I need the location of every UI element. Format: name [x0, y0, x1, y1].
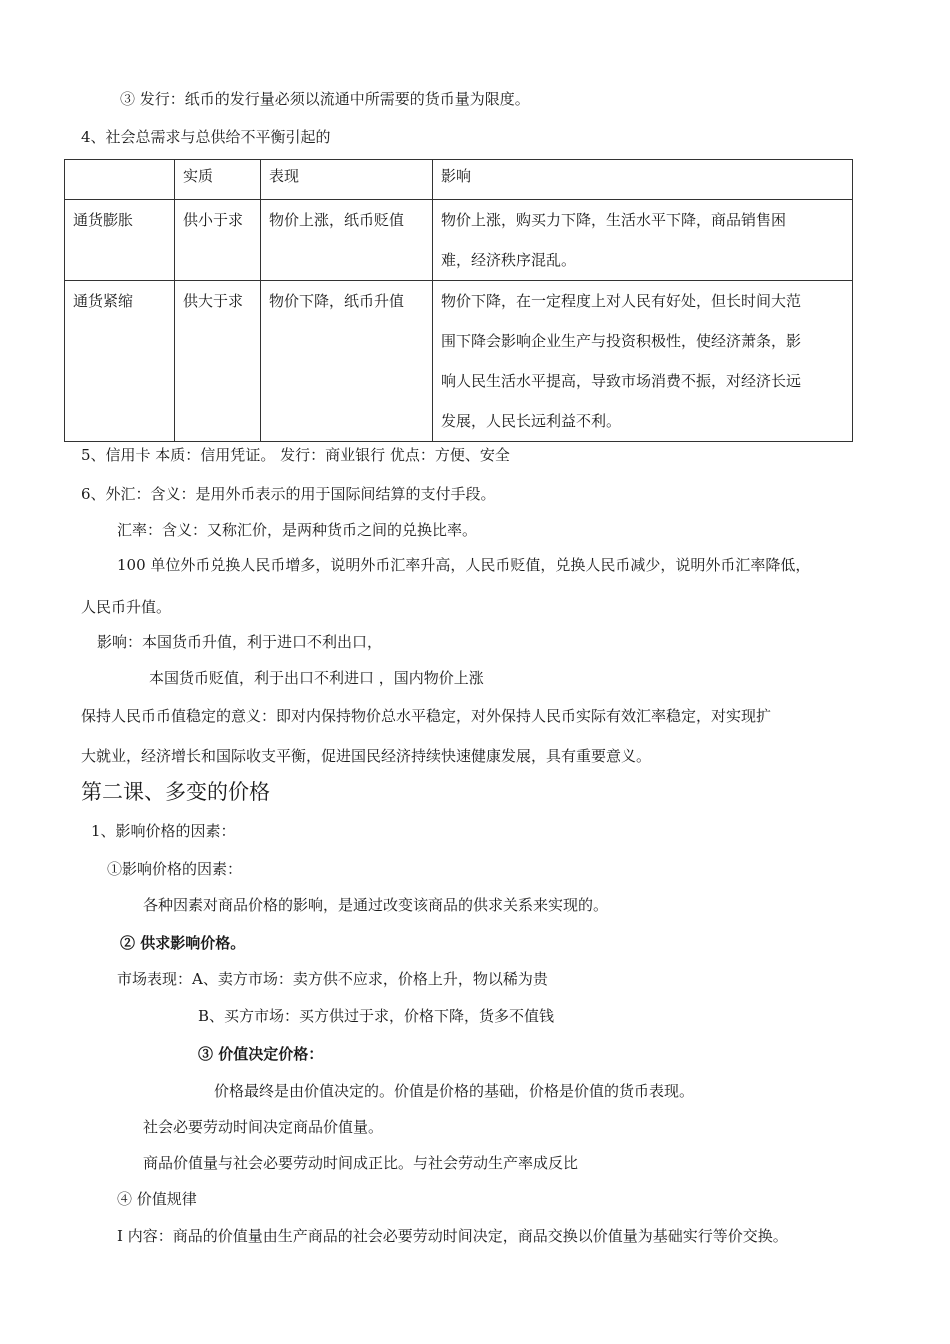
impact-line: 响人民生活水平提高，导致市场消费不振，对经济长远 [441, 372, 802, 390]
stability-meaning-line: 保持人民币币值稳定的意义：即对内保持物价总水平稳定，对外保持人民币实际有效汇率稳定，对实现扩 [81, 707, 772, 725]
header-blank [65, 160, 175, 200]
exchange-effect-line: 100 单位外币兑换人民币增多，说明外币汇率升高，人民币贬值，兑换人民币减少，说明外币汇率降低， [117, 556, 811, 574]
row-manifestation: 物价下降，纸币升值 [261, 281, 433, 442]
row-essence: 供小于求 [175, 200, 261, 281]
value-determines-price-heading: ③ 价值决定价格： [198, 1045, 324, 1063]
factors-heading: 1、影响价格的因素： [91, 822, 236, 840]
impact-line: 物价下降，在一定程度上对人民有好处，但长时间大范 [441, 292, 802, 310]
factors-text: 各种因素对商品价格的影响，是通过改变该商品的供求关系来实现的。 [143, 896, 609, 914]
row-name: 通货膨胀 [65, 200, 175, 281]
impact-line: 难，经济秩序混乱。 [441, 251, 577, 269]
seller-market-line: 市场表现：A、卖方市场：卖方供不应求，价格上升，物以稀为贵 [117, 970, 548, 988]
stability-meaning-cont: 大就业，经济增长和国际收支平衡，促进国民经济持续快速健康发展，具有重要意义。 [81, 747, 652, 765]
exchange-rate-line: 汇率：含义：又称汇价，是两种货币之间的兑换比率。 [117, 521, 478, 539]
header-impact: 影响 [433, 160, 853, 200]
table-row [65, 281, 853, 442]
buyer-market-line: B、买方市场：买方供过于求，价格下降，货多不值钱 [198, 1007, 555, 1025]
value-quantity-text: 商品价值量与社会必要劳动时间成正比。与社会劳动生产率成反比 [143, 1154, 579, 1172]
impact-appreciation-line: 影响：本国货币升值，利于进口不利出口， [97, 633, 383, 651]
impact-line: 物价上涨，购买力下降，生活水平下降，商品销售困 [441, 211, 787, 229]
lesson-title: 第二课、多变的价格 [81, 780, 270, 804]
value-price-text: 价格最终是由价值决定的。价值是价格的基础，价格是价值的货币表现。 [214, 1082, 695, 1100]
issuance-line: ③ 发行：纸币的发行量必须以流通中所需要的货币量为限度。 [120, 90, 530, 108]
row-impact [433, 281, 853, 442]
row-manifestation: 物价上涨，纸币贬值 [261, 200, 433, 281]
table-row [65, 200, 853, 281]
impact-line: 围下降会影响企业生产与投资积极性，使经济萧条，影 [441, 332, 802, 350]
supply-demand-heading: ② 供求影响价格。 [120, 934, 246, 952]
law-of-value-heading: ④ 价值规律 [117, 1190, 197, 1208]
inflation-deflation-table [64, 159, 853, 442]
factors-subheading: ①影响价格的因素： [107, 860, 243, 878]
header-manifestation: 表现 [261, 160, 433, 200]
row-essence: 供大于求 [175, 281, 261, 442]
impact-line: 发展，人民长远利益不利。 [441, 412, 622, 430]
header-essence: 实质 [175, 160, 261, 200]
table-header-row [65, 160, 853, 200]
row-impact [433, 200, 853, 281]
labor-time-text: 社会必要劳动时间决定商品价值量。 [143, 1118, 384, 1136]
credit-card-line: 5、信用卡 本质：信用凭证。 发行：商业银行 优点：方便、安全 [81, 446, 510, 464]
imbalance-heading: 4、社会总需求与总供给不平衡引起的 [81, 128, 331, 146]
exchange-effect-cont: 人民币升值。 [81, 598, 172, 616]
row-name: 通货紧缩 [65, 281, 175, 442]
law-of-value-content: Ⅰ 内容：商品的价值量由生产商品的社会必要劳动时间决定，商品交换以价值量为基础实行等价交换。 [117, 1227, 788, 1245]
impact-depreciation-line: 本国货币贬值，利于出口不利进口 ，国内物价上涨 [149, 669, 484, 687]
forex-line: 6、外汇：含义：是用外币表示的用于国际间结算的支付手段。 [81, 485, 496, 503]
